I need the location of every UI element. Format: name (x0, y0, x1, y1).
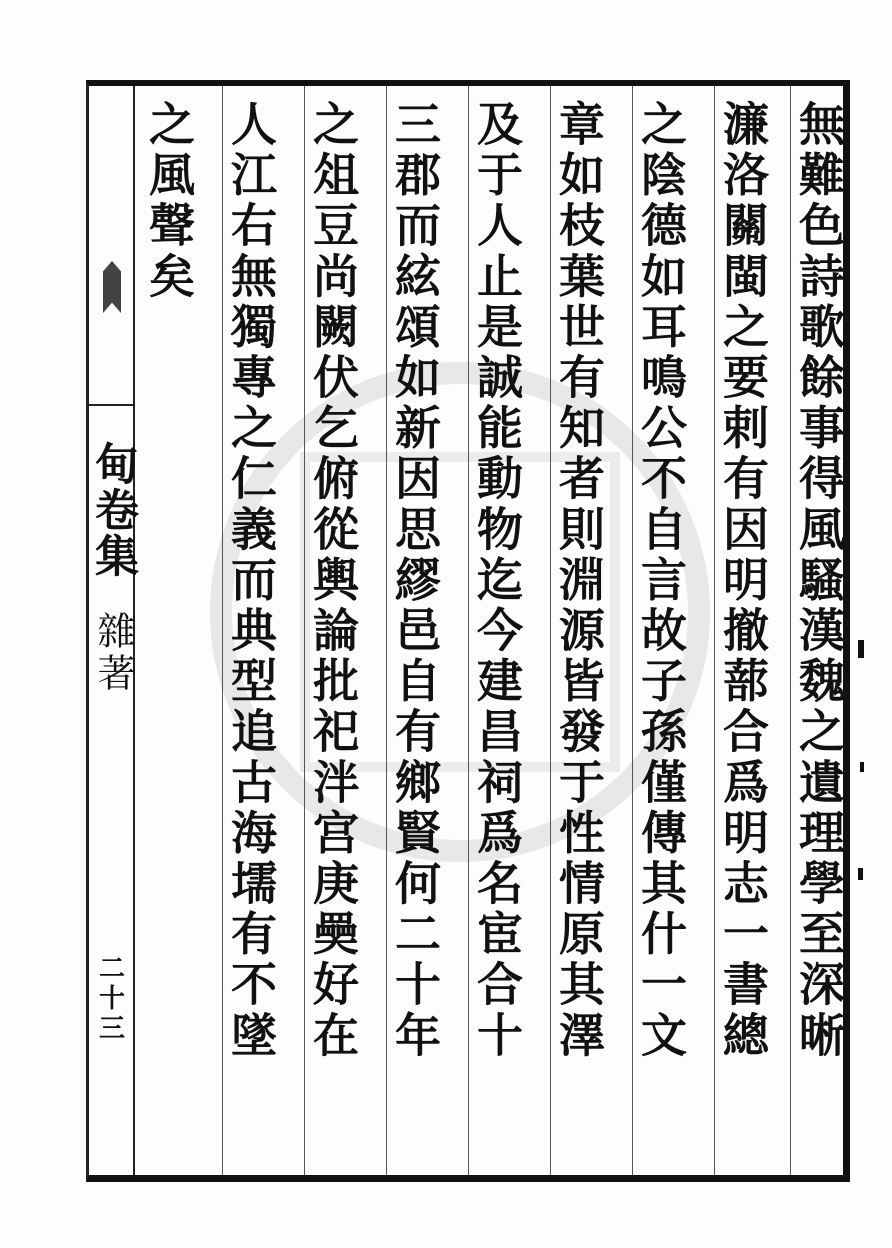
column-rule (632, 86, 633, 1175)
section-title: 雜著 (91, 611, 135, 695)
fish-tail-mark-icon (103, 261, 121, 313)
ink-speck (860, 762, 864, 772)
text-column (550, 86, 606, 1175)
banner-divider (89, 404, 133, 406)
column-text: 人江右無獨專之仁義而典型追古海壖有不墜 (224, 100, 278, 1062)
text-column (304, 86, 360, 1175)
text-column (140, 86, 196, 1175)
text-column (632, 86, 688, 1175)
column-rule (468, 86, 469, 1175)
column-text: 之風聲矣 (142, 100, 196, 303)
text-column (222, 86, 278, 1175)
column-text: 三郡而絃頌如新因思繆邑自有鄉賢何二十年 (388, 100, 442, 1062)
text-column (386, 86, 442, 1175)
column-rule (550, 86, 551, 1175)
text-column (790, 86, 846, 1175)
column-text: 及于人止是誠能動物迄今建昌祠爲名宦合十 (470, 100, 524, 1062)
column-rule (222, 86, 223, 1175)
column-text: 之俎豆尚闕伏乞俯從輿論批祀泮宫庚奰好在 (306, 100, 360, 1062)
column-text: 之陰德如耳鳴公不自言故子孫僅傳其什一文 (634, 100, 688, 1062)
column-text: 無難色詩歌餘事得風騷漢魏之遺理學至深晰 (792, 100, 846, 1062)
column-text: 章如枝葉世有知者則淵源皆發于性情原其澤 (552, 100, 606, 1062)
text-column (714, 86, 770, 1175)
ink-speck (858, 868, 863, 880)
column-text: 濂洛關閩之要剌有因明撤蔀合爲明志一書總 (716, 100, 770, 1062)
column-rule (386, 86, 387, 1175)
text-column (468, 86, 524, 1175)
book-title: 甸卷集 (87, 441, 138, 579)
ink-speck (858, 640, 864, 658)
column-rule (304, 86, 305, 1175)
column-rule (714, 86, 715, 1175)
fore-edge-banner (87, 86, 138, 1175)
page-number: 二十三 (98, 954, 125, 1044)
column-rule (790, 86, 791, 1175)
main-text-area (136, 86, 846, 1175)
